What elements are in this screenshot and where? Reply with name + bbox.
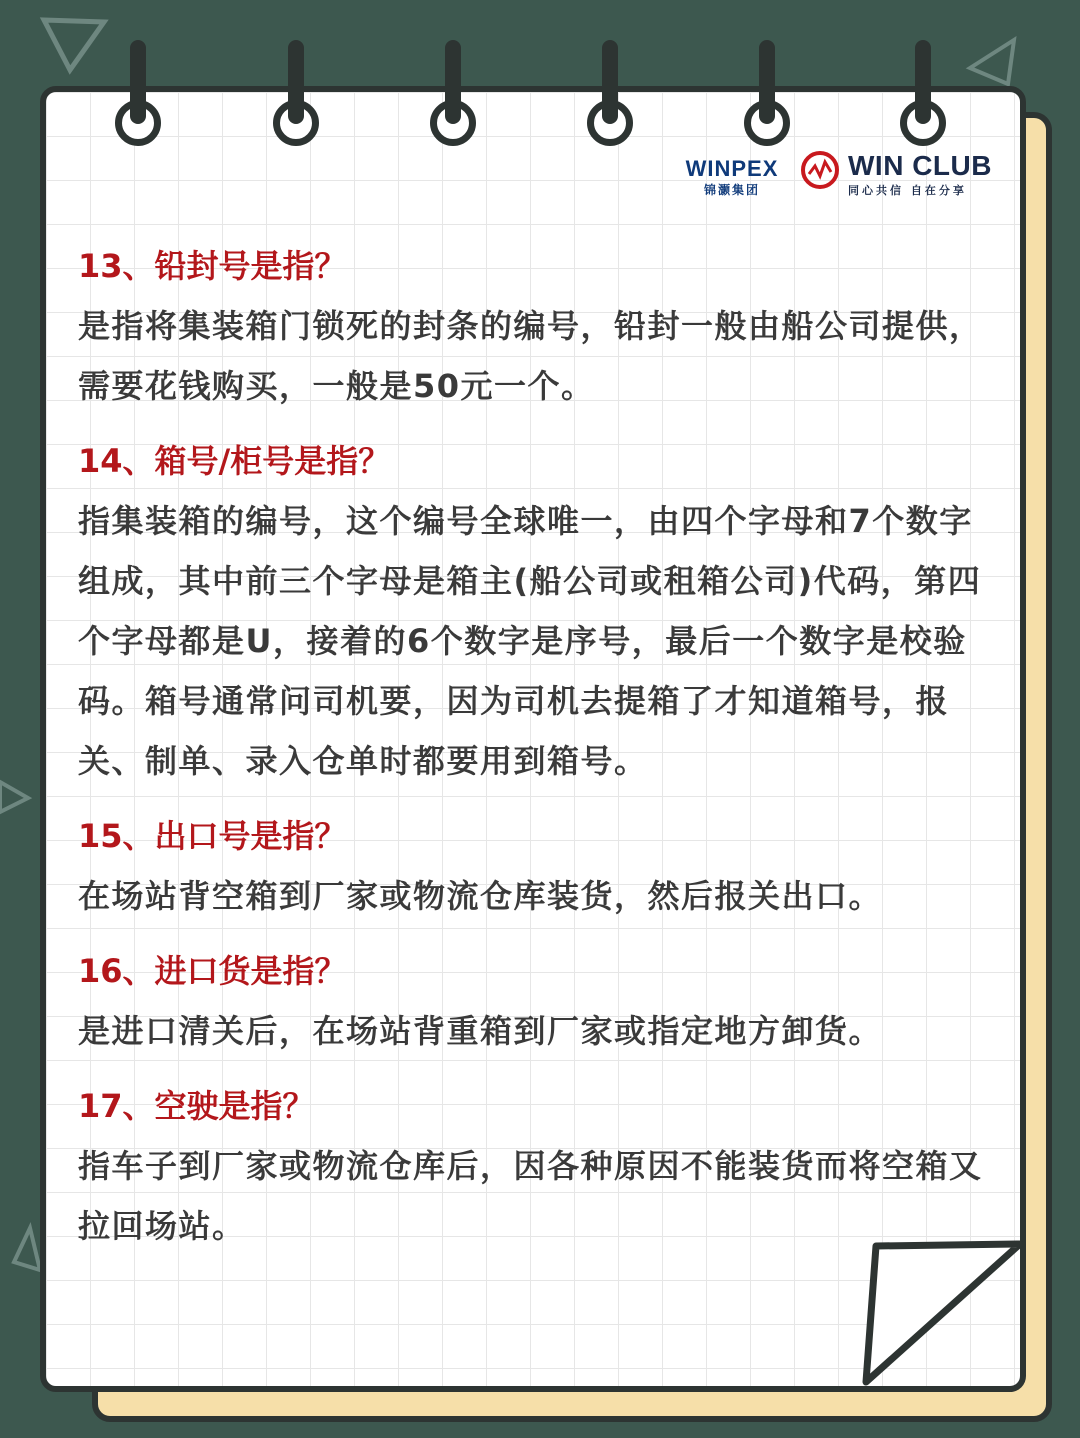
question-13: 13、铅封号是指？ — [78, 247, 347, 285]
ring-wire — [759, 40, 775, 124]
winpex-cn-name: 锦灏集团 — [703, 183, 760, 197]
ring-wire — [602, 40, 618, 124]
winpex-logo — [674, 156, 790, 198]
win-club-emblem-icon — [800, 150, 840, 190]
ring-wire — [288, 40, 304, 124]
answer-15: 在场站背空箱到厂家或物流仓库装货，然后报关出口。 — [78, 877, 883, 915]
question-14: 14、箱号/柜号是指？ — [78, 442, 391, 480]
question-15: 15、出口号是指？ — [78, 817, 347, 855]
question-17: 17、空驶是指？ — [78, 1087, 315, 1125]
answer-13: 是指将集装箱门锁死的封条的编号，铅封一般由船公司提供，需要花钱购买，一般是50元一个。 — [78, 307, 983, 405]
answer-14: 指集装箱的编号，这个编号全球唯一，由四个字母和7个数字组成，其中前三个字母是箱主(船公司或租箱公司)代码，第四个字母都是U，接着的6个数字是序号，最后一个数字是校验码。箱号通常问司机要，因为司机去提箱了才知道箱号，报关、制单、录入仓单时都要用到箱号。 — [78, 502, 982, 780]
ring-wire — [915, 40, 931, 124]
win-club-name: WIN CLUB — [848, 150, 992, 181]
question-16: 16、进口货是指？ — [78, 952, 347, 990]
answer-17: 指车子到厂家或物流仓库后，因各种原因不能装货而将空箱又拉回场站。 — [78, 1147, 983, 1245]
win-club-logo — [848, 152, 992, 198]
winpex-name: WINPEX — [685, 156, 779, 181]
answer-16: 是进口清关后，在场站背重箱到厂家或指定地方卸货。 — [78, 1012, 883, 1050]
brand-logos — [674, 150, 1014, 206]
ring-wire — [445, 40, 461, 124]
win-club-slogan: 同心共信 自在分享 — [848, 184, 967, 197]
ring-wire — [130, 40, 146, 124]
qa-content — [78, 236, 988, 1271]
page-curl-corner — [860, 1236, 1030, 1396]
